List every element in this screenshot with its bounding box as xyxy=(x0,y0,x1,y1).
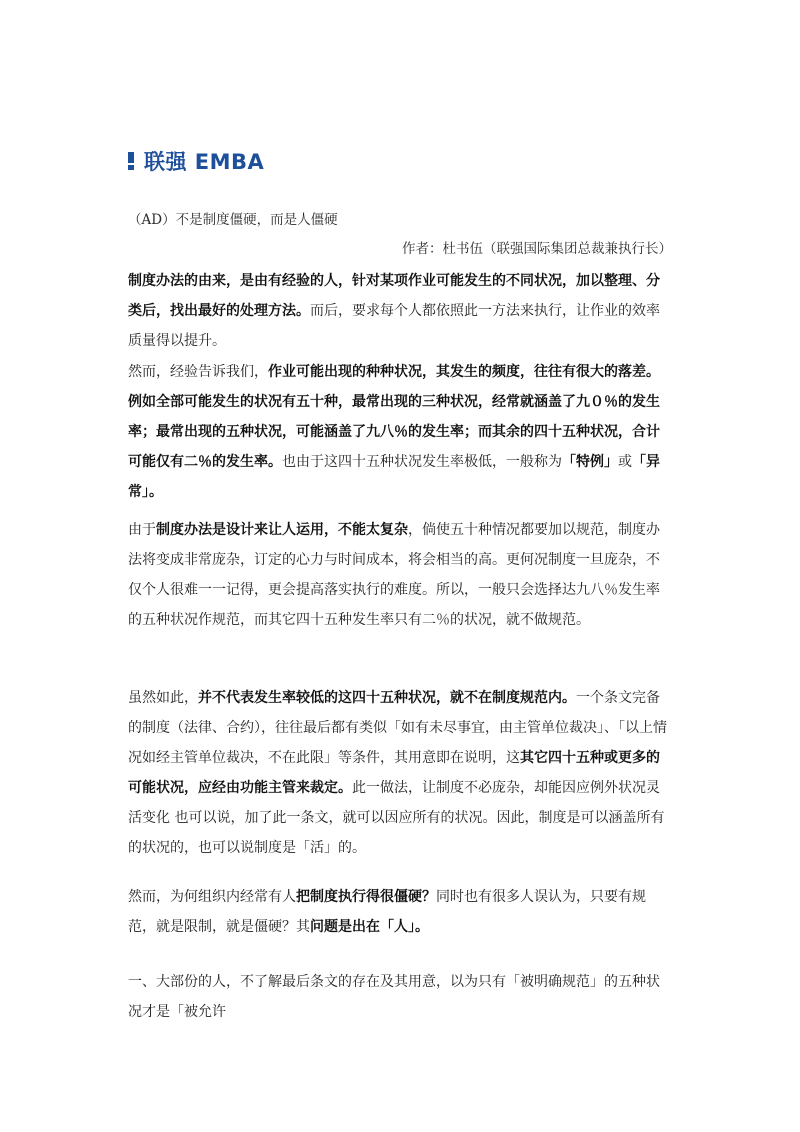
paragraph-3-bold: 制度办法是设计来让人运用，不能太复杂 xyxy=(156,522,408,538)
paragraph-2-text-3: 或 xyxy=(618,454,632,470)
paragraph-5 xyxy=(128,882,672,942)
logo-mark-icon xyxy=(128,152,134,170)
paragraph-6 xyxy=(128,967,672,1027)
paragraph-2-bold-2: 「特例」 xyxy=(562,454,618,470)
article-subtitle: （AD）不是制度僵硬，而是人僵硬 xyxy=(128,212,338,228)
paragraph-3 xyxy=(128,515,672,635)
paragraph-5-text-2: 同时也有很多人误认为，只要有规范，就是限制，就是僵硬？其 xyxy=(128,889,646,935)
paragraph-1-bold: 制度办法的由来，是由有经验的人，针对某项作业可能发生的不同状况，加以整理、分类后，找出最好的处理方法。 xyxy=(128,273,660,319)
paragraph-2-text-1: 然而，经验告诉我们， xyxy=(128,364,268,380)
paragraph-4 xyxy=(128,683,672,863)
article-author: 作者：杜书伍（联强国际集团总裁兼执行长） xyxy=(402,241,672,257)
paragraph-4-text-4: 也可以说，加了此一条文，就可以因应所有的状况。因此，制度是可以涵盖所有的状况的，也可以说制度是「活」的。 xyxy=(128,810,665,856)
paragraph-3-text-2: ，倘使五十种情况都要加以规范，制度办法将变成非常庞杂，订定的心力与时间成本，将会相当的高。更何况制度一旦庞杂，不仅个人很难一一记得，更会提高落实执行的难度。所以，一般只会选择达九八％发生率的五种状况作规范，而其它四十五种发生率只有二％的状况，就不做规范。 xyxy=(128,522,660,628)
paragraph-2-bold-3: 「异常」。 xyxy=(128,454,660,500)
paragraph-5-text-1: 然而，为何组织内经常有人 xyxy=(128,889,296,905)
paragraph-5-bold-1: 把制度执行得很僵硬？ xyxy=(296,889,436,905)
brand-logo xyxy=(128,146,264,176)
paragraph-5-bold-2: 问题是出在「人」。 xyxy=(310,919,429,935)
paragraph-4-bold-2: 其它四十五种或更多的可能状况，应经由功能主管来裁定。 xyxy=(128,750,660,796)
paragraph-6-text: 一、大部份的人，不了解最后条文的存在及其用意，以为只有「被明确规范」的五种状况才是「被允许 xyxy=(128,974,660,1020)
paragraph-4-text-3: 此一做法，让制度不必庞杂，却能因应例外状况灵活变化 xyxy=(128,780,660,826)
paragraph-1 xyxy=(128,266,672,356)
paragraph-4-text-1: 虽然如此， xyxy=(128,690,198,706)
paragraph-4-text-2: 一个条文完备的制度（法律、合约），往往最后都有类似「如有未尽事宜，由主管单位裁决」、「以上情况如经主管单位裁决，不在此限」等条件，其用意即在说明，这 xyxy=(128,690,667,766)
paragraph-3-text-1: 由于 xyxy=(128,522,156,538)
paragraph-1-text: 而后，要求每个人都依照此一方法来执行，让作业的效率质量得以提升。 xyxy=(128,303,660,349)
paragraph-2-text-2: 也由于这四十五种状况发生率极低，一般称为 xyxy=(282,454,562,470)
paragraph-2-bold-1: 作业可能出现的种种状况，其发生的频度，往往有很大的落差。例如全部可能发生的状况有五十种，最常出现的三种状况，经常就涵盖了九０％的发生率；最常出现的五种状况，可能涵盖了九八％的发生率；而其余的四十五种状况，合计可能仅有二％的发生率。 xyxy=(128,364,660,470)
paragraph-4-bold-1: 并不代表发生率较低的这四十五种状况，就不在制度规范内。 xyxy=(198,690,576,706)
logo-text: 联强 EMBA xyxy=(144,150,265,174)
paragraph-2 xyxy=(128,357,672,507)
